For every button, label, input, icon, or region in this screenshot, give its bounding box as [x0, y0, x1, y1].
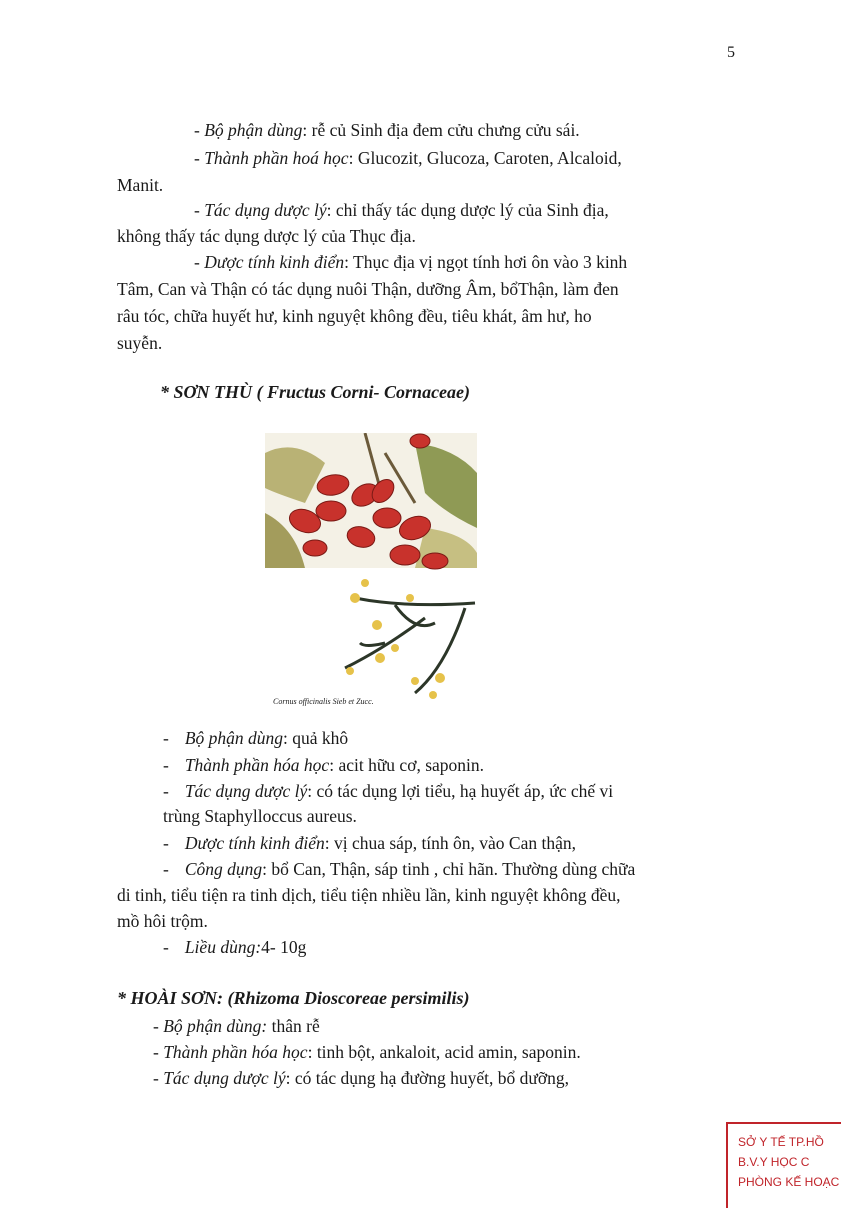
s1-line-6 — [194, 252, 627, 273]
stamp-line-3: PHÒNG KẾ HOẠC — [738, 1175, 840, 1189]
s1-line-4 — [194, 200, 609, 221]
text: 4- 10g — [261, 937, 307, 957]
hs-line-2 — [153, 1042, 581, 1063]
st-line-2 — [163, 755, 484, 776]
st-line-7: di tinh, tiểu tiện ra tinh dịch, tiểu tiện nhiều lần, kinh nguyệt không đều, — [117, 885, 621, 905]
label: Thành phần hóa học — [184, 755, 330, 775]
text: : rễ củ Sinh địa đem cửu chưng cửu sái. — [302, 120, 580, 140]
hs-line-1 — [153, 1016, 320, 1037]
st-line-5 — [163, 833, 576, 854]
stamp-line-1: SỞ Y TẾ TP.HỒ — [738, 1135, 824, 1149]
text: : quả khô — [283, 728, 349, 748]
label: - Bộ phận dùng: — [153, 1016, 268, 1036]
label: - Tác dụng dược lý — [153, 1068, 286, 1088]
s1-line-8: râu tóc, chữa huyết hư, kinh nguyệt không đều, tiêu khát, âm hư, ho — [117, 306, 592, 326]
s1-line-5: không thấy tác dụng dược lý của Thục địa. — [117, 226, 416, 246]
text: : có tác dụng hạ đường huyết, bổ dưỡng, — [285, 1068, 570, 1088]
st-line-6 — [163, 859, 635, 880]
hoai-son-heading: * HOÀI SƠN: (Rhizoma Dioscoreae persimilis) — [117, 988, 470, 1008]
stamp-line-2: B.V.Y HỌC C — [738, 1155, 810, 1169]
label: - Thành phần hoá học — [194, 148, 349, 168]
st-line-4: trùng Staphylloccus aureus. — [163, 806, 357, 826]
s1-line-2 — [194, 148, 622, 169]
dash: - — [163, 937, 169, 957]
st-line-1 — [163, 728, 348, 749]
text: : Glucozit, Glucoza, Caroten, Alcaloid, — [348, 148, 622, 168]
text: : có tác dụng lợi tiểu, hạ huyết áp, ức chế vi — [307, 781, 614, 801]
s1-line-7: Tâm, Can và Thận có tác dụng nuôi Thận, dưỡng Âm, bổThận, làm đen — [117, 279, 619, 299]
red-stamp — [726, 1122, 841, 1208]
page-number: 5 — [727, 44, 735, 61]
cornus-photo — [265, 433, 477, 713]
dash: - — [163, 859, 169, 879]
label: Dược tính kinh điển — [184, 833, 325, 853]
photo-bottom-bg — [265, 573, 477, 713]
son-thu-heading: * SƠN THÙ ( Fructus Corni- Cornaceae) — [160, 382, 471, 402]
label: - Tác dụng dược lý — [194, 200, 327, 220]
label: Bộ phận dùng — [184, 728, 284, 748]
s1-line-3: Manit. — [117, 175, 164, 195]
dash: - — [163, 781, 169, 801]
text: : vị chua sáp, tính ôn, vào Can thận, — [324, 833, 577, 853]
label: - Thành phần hóa học — [153, 1042, 308, 1062]
text: : acit hữu cơ, saponin. — [329, 755, 485, 775]
dash: - — [163, 755, 169, 775]
text: : Thục địa vị ngọt tính hơi ôn vào 3 kinh — [344, 252, 628, 272]
hs-line-3 — [153, 1068, 569, 1089]
text: : bổ Can, Thận, sáp tinh , chỉ hãn. Thường dùng chữa — [262, 859, 636, 879]
label: - Bộ phận dùng — [194, 120, 303, 140]
st-line-3 — [163, 781, 613, 802]
dash: - — [163, 728, 169, 748]
label: - Dược tính kinh điển — [194, 252, 345, 272]
text: thân rễ — [267, 1016, 320, 1036]
label: Công dụng — [184, 859, 263, 879]
text: : chỉ thấy tác dụng dược lý của Sinh địa, — [326, 200, 609, 220]
label: Liều dùng: — [184, 937, 262, 957]
st-line-9 — [163, 937, 306, 958]
dash: - — [163, 833, 169, 853]
s1-line-9: suyễn. — [117, 333, 163, 353]
label: Tác dụng dược lý — [184, 781, 308, 801]
st-line-8: mồ hôi trộm. — [117, 911, 208, 931]
photo-caption: Cornus officinalis Sieb et Zucc. — [273, 697, 374, 706]
s1-line-1 — [194, 120, 580, 141]
text: : tinh bột, ankaloit, acid amin, saponin. — [307, 1042, 581, 1062]
